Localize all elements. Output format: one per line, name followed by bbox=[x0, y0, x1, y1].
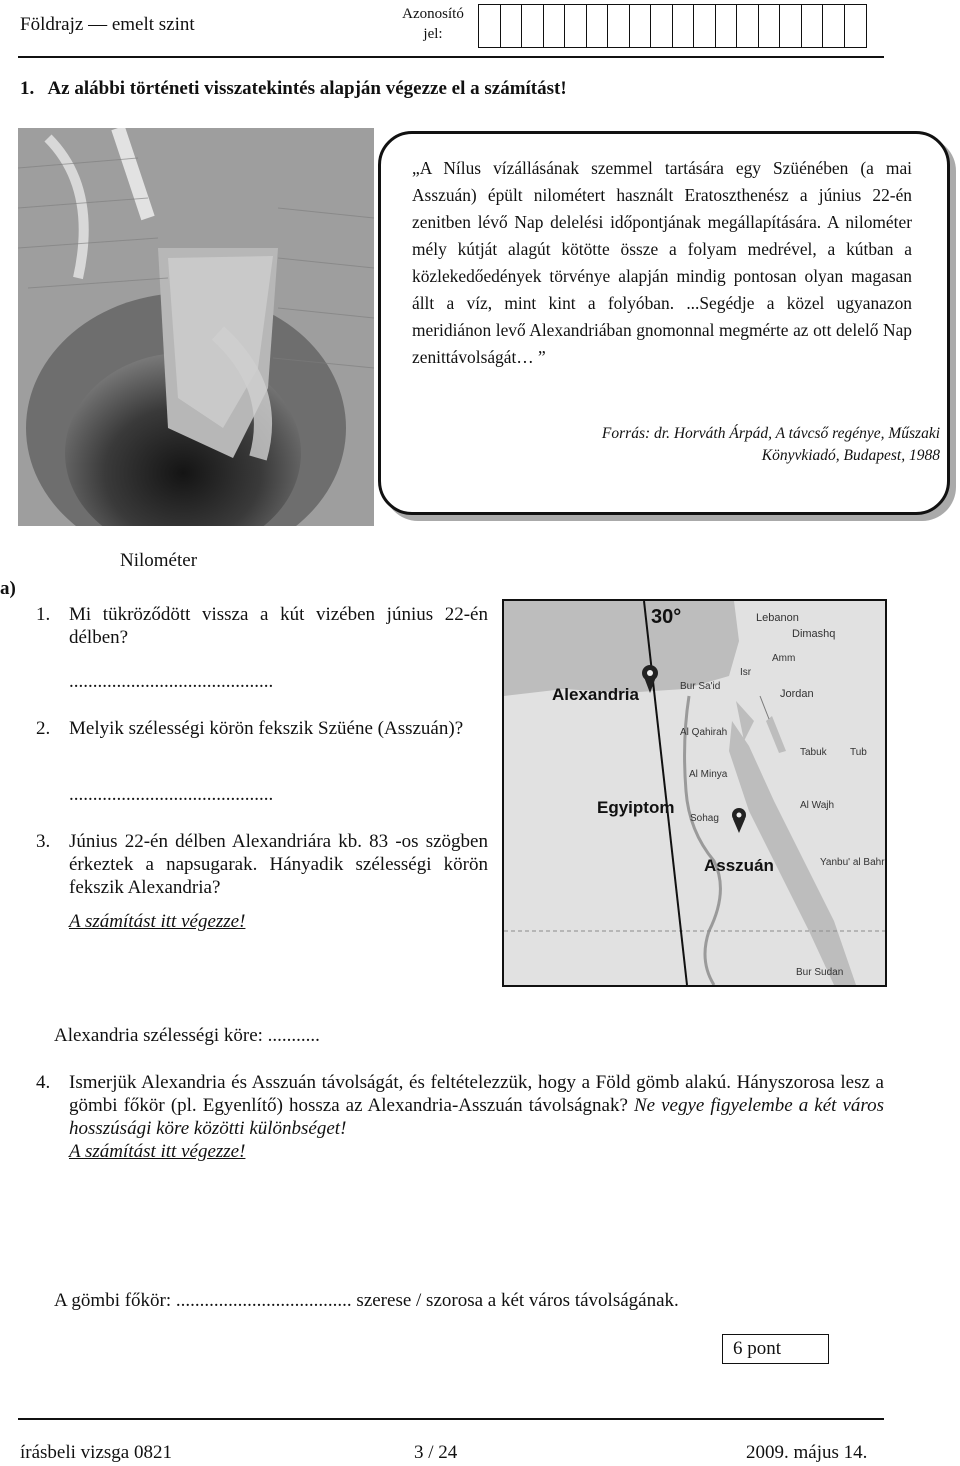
map-label-alexandria: Alexandria bbox=[552, 685, 639, 704]
id-label-line2: jel: bbox=[423, 26, 443, 42]
map-label-amman: Amm bbox=[772, 653, 796, 664]
map-label-bursaid: Bur Sa'id bbox=[680, 681, 721, 692]
quote-source-line1: Forrás: dr. Horváth Árpád, A távcső regénye, Műszaki bbox=[601, 425, 940, 442]
map-label-isr: Isr bbox=[740, 667, 752, 678]
alexandria-answer-line[interactable]: Alexandria szélességi köre: ........... bbox=[54, 1025, 320, 1046]
q4-text: Ismerjük Alexandria és Asszuán távolságát, és feltételezzük, hogy a Föld gömb alakú. Hányszorosa lesz a gömbi főkör (pl. Egyenlítő) hossza az Alexandria-Asszuán távolságnak? bbox=[69, 1072, 884, 1116]
question-4 bbox=[36, 1071, 884, 1181]
q1-answer-line[interactable]: ........................................... bbox=[69, 671, 274, 692]
nilometer-photo bbox=[18, 128, 374, 526]
q3-number: 3. bbox=[36, 831, 51, 852]
map-lat-label: 30° bbox=[651, 606, 682, 628]
header-rule bbox=[18, 56, 884, 58]
footer-page: 3 / 24 bbox=[414, 1442, 458, 1463]
footer-left: írásbeli vizsga 0821 bbox=[20, 1442, 172, 1463]
question-1 bbox=[36, 603, 488, 653]
q1-text: Mi tükröződött vissza a kút vizében június 22-én délben? bbox=[69, 604, 488, 648]
id-label bbox=[394, 4, 472, 44]
q4-number: 4. bbox=[36, 1072, 51, 1093]
map-label-dimashq: Dimashq bbox=[792, 628, 836, 640]
footer-date: 2009. május 14. bbox=[746, 1442, 868, 1463]
part-label: a) bbox=[0, 578, 16, 599]
map-label-alwajh: Al Wajh bbox=[800, 800, 835, 811]
map-label-lebanon: Lebanon bbox=[756, 612, 799, 624]
q3-instruction: A számítást itt végezze! bbox=[69, 911, 246, 932]
photo-caption: Nilométer bbox=[120, 550, 198, 571]
map-label-alqahirah: Al Qahirah bbox=[680, 727, 728, 738]
header-subject: Földrajz — emelt szint bbox=[20, 14, 195, 35]
q2-answer-line[interactable]: ........................................... bbox=[69, 784, 274, 805]
map-label-egypt: Egyiptom bbox=[597, 798, 675, 817]
map-label-jordan: Jordan bbox=[780, 688, 814, 700]
q3-text: Június 22-én délben Alexandriára kb. 83 -os szögben érkeztek a napsugarak. Hányadik szélességi körön fekszik Alexandria? bbox=[69, 831, 488, 898]
footer-rule bbox=[18, 1418, 884, 1420]
q4-instruction: A számítást itt végezze! bbox=[69, 1141, 246, 1162]
q1-number: 1. bbox=[36, 604, 51, 625]
map-label-alminya: Al Minya bbox=[689, 769, 728, 780]
question-2 bbox=[36, 717, 488, 767]
id-input-grid[interactable] bbox=[478, 4, 867, 48]
quote-source bbox=[412, 423, 940, 467]
id-label-line1: Azonosító bbox=[402, 6, 464, 22]
question-title: 1. Az alábbi történeti visszatekintés alapján végezze el a számítást! bbox=[20, 78, 567, 99]
map-label-aswan: Asszuán bbox=[704, 856, 774, 875]
map-label-yanbu: Yanbu' al Bahr bbox=[820, 857, 885, 868]
map-label-portsudan: Bur Sudan bbox=[796, 967, 844, 978]
points-box: 6 pont bbox=[722, 1334, 829, 1364]
q2-number: 2. bbox=[36, 718, 51, 739]
q4-note: Ne vegye figyelembe a két város hosszúsági köre közötti különbséget! bbox=[69, 1095, 884, 1139]
quote-source-line2: Könyvkiadó, Budapest, 1988 bbox=[761, 447, 940, 464]
egypt-map bbox=[502, 599, 887, 987]
quote-text: „A Nílus vízállásának szemmel tartására egy Szüénében (a mai Asszuán) épült nilométert használt Eratoszthenész a június 22-én zenitben lévő Nap delelési időpontjának megállapítására. A nilométer mély kútját alagút kötötte össze a folyam medrével, a kútban a közlekedőedények törvénye alapján mindig pontosan olyan magasan állt a víz, mint kint a folyóban. ...Segédje a közel ugyanazon meridiánon levő Alexandriában gnomonnal megmérte az ott delelő Nap zenittávolságát… ” bbox=[412, 158, 912, 367]
q2-text: Melyik szélességi körön fekszik Szüéne (Asszuán)? bbox=[69, 718, 464, 739]
map-label-tabuk: Tabuk bbox=[800, 747, 827, 758]
map-label-tub: Tub bbox=[850, 747, 867, 758]
q4-answer-label[interactable]: A gömbi főkör: ..................................... bbox=[54, 1290, 352, 1311]
q4-answer-suffix: szerese / szorosa a két város távolságának. bbox=[356, 1290, 679, 1311]
q4-answer bbox=[54, 1289, 679, 1312]
map-label-sohag: Sohag bbox=[690, 813, 719, 824]
